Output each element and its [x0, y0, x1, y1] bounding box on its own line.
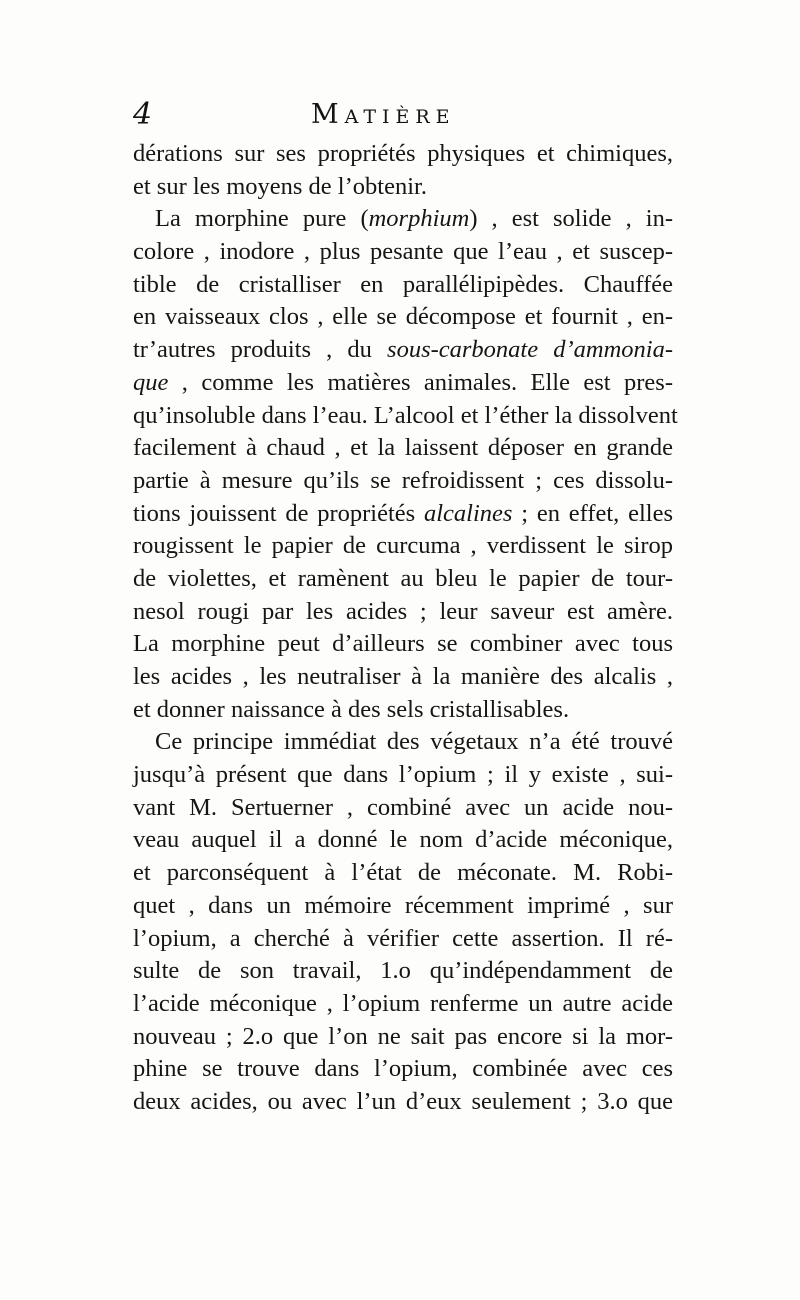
text-line: jusqu’à présent que dans l’opium ; il y existe , sui-	[133, 761, 673, 789]
text-line: vant M. Sertuerner , combiné avec un acide nou-	[133, 793, 673, 821]
text-line: en vaisseaux clos , elle se décompose et fournit , en-	[133, 303, 673, 331]
text-line: l’opium, a cherché à vérifier cette assertion. Il ré-	[133, 924, 673, 952]
text-line: Ce principe immédiat des végetaux n’a été trouvé	[155, 728, 673, 756]
text-line: tions jouissent de propriétés alcalines ; en effet, elles	[133, 499, 673, 527]
text-line: deux acides, ou avec l’un d’eux seulement ; 3.o que	[133, 1087, 673, 1115]
text-line: qu’insoluble dans l’eau. L’alcool et l’éther la dissolvent	[133, 401, 678, 429]
text-line: partie à mesure qu’ils se refroidissent ; ces dissolu-	[133, 466, 673, 494]
running-title: Matière	[311, 99, 456, 130]
text-line: La morphine peut d’ailleurs se combiner avec tous	[133, 630, 673, 658]
text-line: tible de cristalliser en parallélipipèdes. Chauffée	[133, 270, 673, 298]
text-line: tr’autres produits , du sous-carbonate d’ammonia-	[133, 336, 673, 364]
text-line: sulte de son travail, 1.o qu’indépendamment de	[133, 957, 673, 985]
text-line: et donner naissance à des sels cristallisables.	[133, 695, 570, 723]
italic-term: morphium	[368, 205, 470, 233]
italic-term: alcalines	[424, 499, 513, 527]
text-line: La morphine pure (morphium) , est solide , in-	[155, 205, 673, 233]
text-line: phine se trouve dans l’opium, combinée avec ces	[133, 1055, 673, 1083]
text-line: veau auquel il a donné le nom d’acide méconique,	[133, 826, 673, 854]
text-line: les acides , les neutraliser à la manière des alcalis ,	[133, 663, 673, 690]
text-line: et sur les moyens de l’obtenir.	[133, 172, 427, 200]
page-number: 4	[133, 97, 153, 132]
italic-term: sous-carbonate d’ammonia-	[387, 336, 673, 364]
text-line: nesol rougi par les acides ; leur saveur est amère.	[133, 597, 673, 625]
text-line: rougissent le papier de curcuma , verdissent le sirop	[133, 532, 673, 560]
text-line: l’acide méconique , l’opium renferme un autre acide	[133, 989, 673, 1017]
body-text	[133, 138, 678, 1119]
page-header	[133, 95, 673, 135]
text-line: et parconséquent à l’état de méconate. M. Robi-	[133, 859, 673, 887]
text-line: dérations sur ses propriétés physiques et chimiques,	[133, 140, 673, 167]
text-line: colore , inodore , plus pesante que l’eau , et suscep-	[133, 238, 673, 266]
text-line: que , comme les matières animales. Elle est pres-	[133, 368, 673, 396]
text-line: quet , dans un mémoire récemment imprimé , sur	[133, 891, 673, 919]
text-line: de violettes, et ramènent au bleu le papier de tour-	[133, 564, 673, 592]
italic-term: que	[133, 368, 169, 396]
text-line: facilement à chaud , et la laissent déposer en grande	[133, 434, 673, 462]
text-line: nouveau ; 2.o que l’on ne sait pas encore si la mor-	[133, 1022, 673, 1050]
